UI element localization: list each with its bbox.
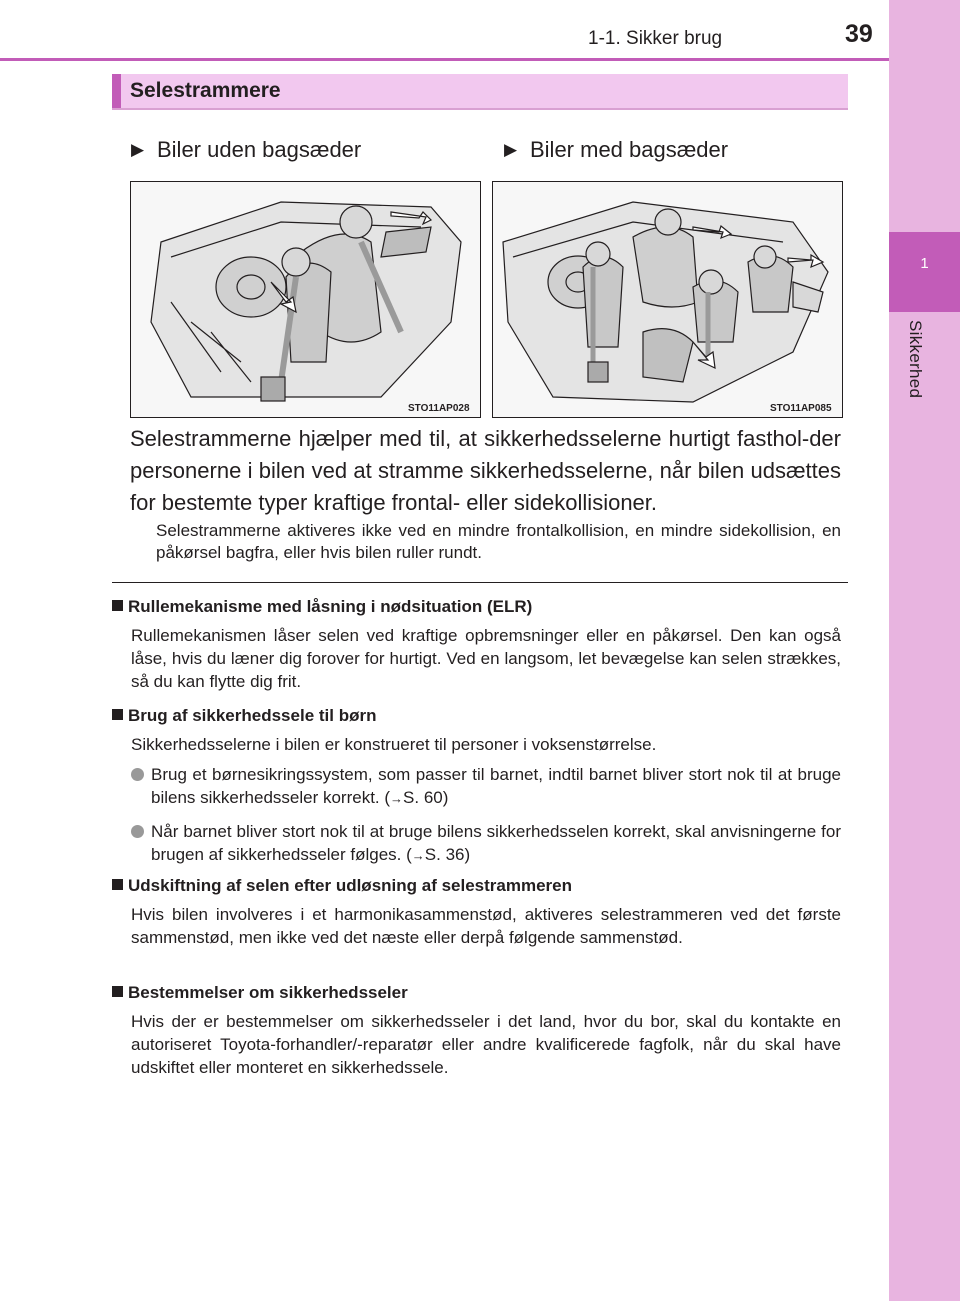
page-reference[interactable]: S. 60) — [403, 788, 449, 807]
item-heading-text: Bestemmelser om sikkerhedsseler — [128, 983, 408, 1002]
figure-car-with-rear-seats — [492, 181, 843, 418]
chapter-number: 1 — [920, 255, 929, 272]
car-interior-illustration — [131, 182, 480, 417]
item-heading — [112, 876, 572, 896]
item-body: Rullemekanismen låser selen ved kraftige opbremsninger eller en påkørsel. Den kan også låse, hvis du læner dig forover for hurtigt. Ved en langsom, let bevægelse kan selen strækkes, så du kan flytte dig frit. — [131, 626, 841, 691]
arrow-right-icon: → — [411, 848, 425, 863]
intro-paragraph: Selestrammerne hjælper med til, at sikkerhedsselerne hurtigt fasthol-der personerne i bilen ved at stramme sikkerhedsselerne, når bilen udsættes for bestemte typer kraftige frontal- eller sidekollisioner. — [130, 426, 841, 515]
chapter-sidebar — [889, 0, 960, 1301]
square-bullet-icon — [112, 879, 123, 890]
section-divider — [112, 582, 848, 583]
square-bullet-icon — [112, 709, 123, 720]
figure-code-right: STO11AP085 — [770, 403, 832, 414]
item-heading — [112, 983, 408, 1003]
figure-caption-left: Biler uden bagsæder — [157, 137, 362, 162]
page-reference[interactable]: S. 36) — [424, 845, 471, 864]
triangle-right-icon: ▶ — [131, 140, 145, 159]
item-heading — [112, 597, 532, 617]
section-header: 1-1. Sikker brug — [588, 28, 723, 49]
square-bullet-icon — [112, 986, 123, 997]
figure-car-without-rear-seats — [130, 181, 481, 418]
item-heading-text: Udskiftning af selen efter udløsning af selestrammeren — [128, 876, 573, 895]
chapter-tab[interactable] — [889, 232, 960, 312]
item-body: Hvis der er bestemmelser om sikkerhedsseler i det land, hvor du bor, skal du kontakte en autoriseret Toyota-forhandler/-reparatør eller andre kvalificerede fagfolk, når du skal have udskiftet eller monteret en sikkerhedssele. — [131, 1012, 841, 1077]
arrow-right-icon: → — [390, 791, 404, 806]
gray-dot-icon — [131, 825, 144, 838]
bullet-item — [151, 820, 841, 867]
section-title-accent — [112, 74, 121, 108]
note-paragraph: Selestrammerne aktiveres ikke ved en mindre frontalkollision, en mindre sidekollision, en påkørsel bagfra, eller hvis bilen ruller rundt. — [156, 521, 841, 562]
bullet-item — [151, 763, 841, 810]
header-rule — [0, 58, 889, 61]
chapter-label: Sikkerhed — [906, 320, 925, 399]
section-title: Selestrammere — [130, 79, 281, 102]
item-heading-text: Brug af sikkerhedssele til børn — [128, 706, 377, 725]
item-heading-text: Rullemekanisme med låsning i nødsituation (ELR) — [128, 597, 533, 616]
item-heading — [112, 706, 376, 726]
bullet-text: Brug et børnesikringssystem, som passer til barnet, indtil barnet bliver stort nok til at bruge bilens sikkerhedsseler korrekt. ( — [151, 765, 841, 807]
bullet-text: Når barnet bliver stort nok til at bruge bilens sikkerhedsselen korrekt, skal anvisningerne for brugen af sikkerhedsseler følges. ( — [151, 822, 841, 864]
page-number: 39 — [845, 20, 873, 48]
car-interior-illustration — [493, 182, 842, 417]
item-body: Sikkerhedsselerne i bilen er konstrueret til personer i voksenstørrelse. — [131, 735, 657, 754]
item-body: Hvis bilen involveres i et harmonikasammenstød, aktiveres selestrammeren ved det første sammenstød, men ikke ved det næste eller derpå følgende sammenstød. — [131, 905, 841, 947]
triangle-right-icon: ▶ — [504, 140, 518, 159]
gray-dot-icon — [131, 768, 144, 781]
figure-caption-right: Biler med bagsæder — [530, 137, 729, 162]
figure-code-left: STO11AP028 — [408, 403, 470, 414]
square-bullet-icon — [112, 600, 123, 611]
